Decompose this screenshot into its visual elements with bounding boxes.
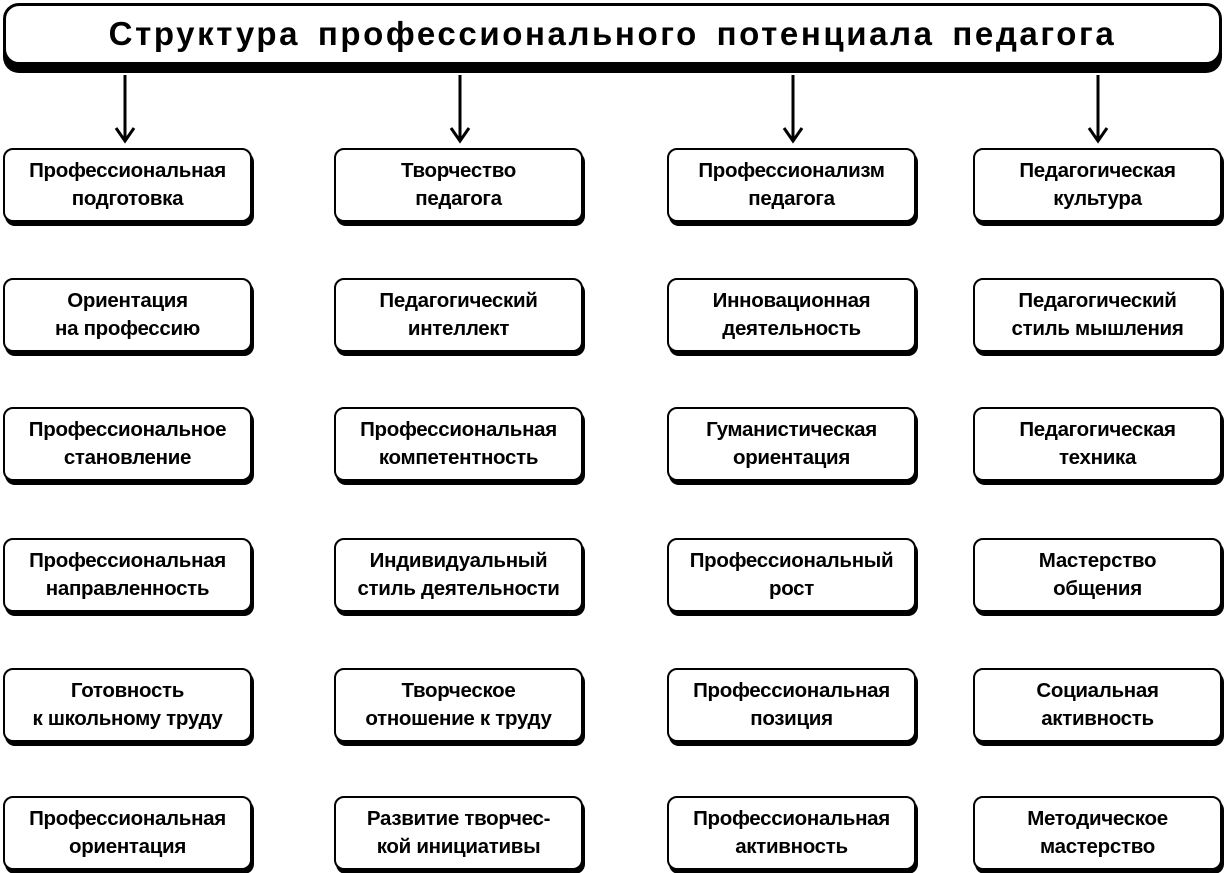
box-line-2: техника [1058,446,1137,469]
col-3-item-5 [667,796,916,870]
col-4-item-1 [973,278,1222,352]
col-3-item-3 [667,538,916,612]
arrow-to-col-2 [451,75,469,141]
box-line-1: Мастерство [1038,549,1157,572]
box-line-2: направленность [45,577,210,600]
col-2-item-3 [334,538,583,612]
box-line-2: педагога [415,187,502,210]
col-1-item-2 [3,407,252,481]
box-line-1: Педагогическая [1019,159,1176,182]
col-4-item-4 [973,668,1222,742]
box-line-2: интеллект [407,317,510,340]
box-line-1: Творчество [401,159,516,182]
box-line-2: к школьному труду [32,707,223,730]
col-2-header-box [334,148,583,222]
arrow-to-col-1 [116,75,134,141]
box-line-2: компетентность [378,446,539,469]
box-line-2: стиль деятельности [357,577,560,600]
box-line-1: Индивидуальный [369,549,548,572]
box-line-1: Социальная [1036,679,1159,702]
col-4-header-box [973,148,1222,222]
box-line-1: Методическое [1027,807,1168,830]
col-1-header-box [3,148,252,222]
box-line-1: Профессиональная [693,679,890,702]
col-1-item-3 [3,538,252,612]
col-3-header-box [667,148,916,222]
box-line-1: Инновационная [712,289,871,312]
box-line-2: педагога [748,187,835,210]
col-2-item-5 [334,796,583,870]
box-line-1: Профессиональное [28,418,227,441]
box-line-2: отношение к труду [365,707,552,730]
col-1-item-4 [3,668,252,742]
box-line-1: Творческое [401,679,516,702]
box-line-2: стиль мышления [1011,317,1184,340]
box-line-1: Готовность [70,679,185,702]
box-line-1: Педагогический [1018,289,1177,312]
col-4-item-2 [973,407,1222,481]
diagram-title: Структура профессионального потенциала педагога [108,15,1117,52]
box-line-1: Профессиональная [693,807,890,830]
col-4-item-5 [973,796,1222,870]
box-line-2: рост [768,577,814,600]
col-2-item-1 [334,278,583,352]
box-line-2: позиция [750,707,833,730]
box-line-2: общения [1053,577,1142,600]
box-line-2: активность [735,835,848,858]
col-3-item-2 [667,407,916,481]
box-line-1: Профессиональная [29,807,226,830]
box-line-1: Профессиональная [29,549,226,572]
box-line-1: Профессиональный [689,549,894,572]
col-1-item-1 [3,278,252,352]
box-line-1: Педагогический [379,289,538,312]
col-3-item-4 [667,668,916,742]
box-line-2: становление [63,446,192,469]
title-arrows [0,0,1229,150]
box-line-2: культура [1053,187,1142,210]
box-line-1: Гуманистическая [706,418,877,441]
box-line-1: Профессиональная [360,418,557,441]
arrow-to-col-3 [784,75,802,141]
box-line-2: деятельность [722,317,861,340]
box-line-2: подготовка [71,187,184,210]
box-line-2: активность [1041,707,1154,730]
col-2-item-4 [334,668,583,742]
box-line-2: мастерство [1040,835,1155,858]
col-1-item-5 [3,796,252,870]
box-line-1: Ориентация [67,289,188,312]
col-2-item-2 [334,407,583,481]
box-line-1: Развитие творчес- [366,807,551,830]
col-3-item-1 [667,278,916,352]
box-line-2: на профессию [54,317,200,340]
box-line-1: Профессиональная [29,159,226,182]
box-line-1: Педагогическая [1019,418,1176,441]
col-4-item-3 [973,538,1222,612]
box-line-2: ориентация [732,446,851,469]
arrow-to-col-4 [1089,75,1107,141]
box-line-2: ориентация [68,835,187,858]
box-line-2: кой инициативы [376,835,541,858]
box-line-1: Профессионализм [698,159,885,182]
